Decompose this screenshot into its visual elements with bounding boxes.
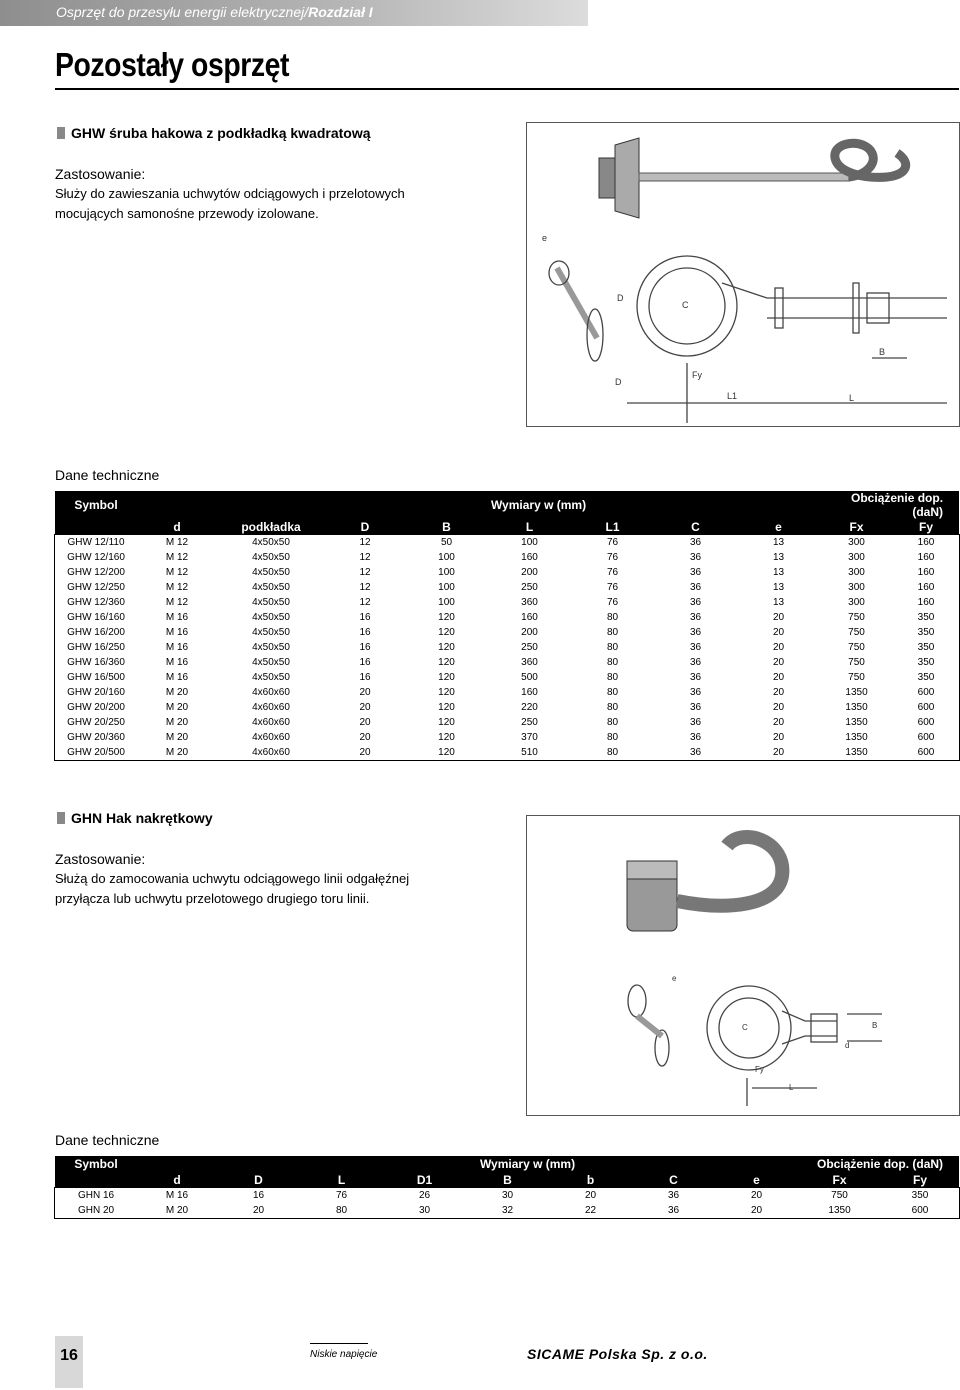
cell-symbol: GHW 12/200 xyxy=(67,567,125,578)
col-header: D xyxy=(217,1172,300,1188)
cell-value: M 20 xyxy=(165,1205,189,1216)
cell-value: 16 xyxy=(252,1190,265,1201)
cell-value: M 12 xyxy=(165,552,189,563)
cell-value: 20 xyxy=(772,657,785,668)
cell-value: 350 xyxy=(917,612,935,623)
col-header: Fx xyxy=(798,1172,881,1188)
cell-value: 76 xyxy=(606,552,619,563)
col-header: L1 xyxy=(571,519,654,535)
cell-value: 360 xyxy=(521,597,538,608)
cell-value: M 20 xyxy=(165,717,189,728)
cell-value: 36 xyxy=(689,747,702,758)
cell-value: 26 xyxy=(418,1190,431,1201)
cell-value: 4x60x60 xyxy=(252,717,290,728)
cell-value: 360 xyxy=(521,657,538,668)
cell-value: 80 xyxy=(606,657,619,668)
cell-value: 160 xyxy=(917,597,935,608)
cell-value: 500 xyxy=(521,672,538,683)
cell-symbol: GHW 16/500 xyxy=(67,672,125,683)
page-title: Pozostały osprzęt xyxy=(55,46,289,83)
cell-value: 20 xyxy=(772,672,785,683)
footer-category: Niskie napięcie xyxy=(310,1349,378,1360)
section1-usage-text: Służy do zawieszania uchwytów odciągowych i przelotowych mocujących samonośne przewody izolowane. xyxy=(55,186,405,221)
cell-value: M 20 xyxy=(165,732,189,743)
cell-value: 160 xyxy=(917,567,935,578)
cell-value: 300 xyxy=(848,567,865,578)
cell-value: 36 xyxy=(689,612,702,623)
col-header: C xyxy=(632,1172,715,1188)
dimension-label: L xyxy=(789,1083,794,1092)
cell-value: 80 xyxy=(606,612,619,623)
cell-value: 20 xyxy=(359,702,371,713)
cell-value: 36 xyxy=(667,1190,680,1201)
table-row xyxy=(55,1188,959,1203)
table-row xyxy=(55,730,959,745)
cell-value: 1350 xyxy=(845,702,868,713)
cell-value: 600 xyxy=(917,717,935,728)
cell-value: 13 xyxy=(772,552,785,563)
cell-value: 1350 xyxy=(828,1205,851,1216)
ghw-photo xyxy=(599,138,906,218)
col-header: Fy xyxy=(893,519,959,535)
cell-value: 36 xyxy=(689,717,702,728)
cell-value: 160 xyxy=(521,612,538,623)
cell-value: M 16 xyxy=(165,612,189,623)
cell-value: 100 xyxy=(438,597,455,608)
cell-value: 16 xyxy=(359,672,371,683)
cell-value: 36 xyxy=(689,627,702,638)
cell-value: 120 xyxy=(438,657,455,668)
cell-value: 4x60x60 xyxy=(252,747,290,758)
cell-value: 36 xyxy=(689,597,702,608)
cell-value: 4x50x50 xyxy=(252,672,290,683)
col-header: Fx xyxy=(820,519,893,535)
col-header: D1 xyxy=(383,1172,466,1188)
ghn-table xyxy=(55,1156,959,1218)
cell-value: 120 xyxy=(438,747,455,758)
cell-symbol: GHW 12/360 xyxy=(67,597,125,608)
cell-value: 80 xyxy=(606,672,619,683)
cell-value: 36 xyxy=(667,1205,680,1216)
dimension-label: e xyxy=(672,974,677,983)
col-dims-group: Wymiary w (mm) xyxy=(137,1156,798,1172)
col-header: B xyxy=(466,1172,549,1188)
ghw-product-image xyxy=(526,122,960,427)
dimension-label: e xyxy=(542,233,548,243)
cell-value: 20 xyxy=(772,747,785,758)
cell-value: 300 xyxy=(848,597,865,608)
col-header: d xyxy=(137,1172,217,1188)
col-header: Fy xyxy=(881,1172,959,1188)
col-header: B xyxy=(405,519,488,535)
cell-symbol: GHW 12/160 xyxy=(67,552,125,563)
cell-value: 4x60x60 xyxy=(252,702,290,713)
cell-value: 750 xyxy=(848,612,865,623)
cell-value: 80 xyxy=(606,732,619,743)
page-number: 16 xyxy=(55,1336,83,1388)
dimension-label: B xyxy=(879,347,886,357)
cell-value: 4x50x50 xyxy=(252,597,290,608)
footer-rule xyxy=(310,1343,368,1344)
cell-value: 120 xyxy=(438,642,455,653)
cell-value: 4x60x60 xyxy=(252,732,290,743)
cell-value: 120 xyxy=(438,627,455,638)
cell-value: 20 xyxy=(772,642,785,653)
dimension-label: L xyxy=(849,393,855,403)
cell-value: 30 xyxy=(501,1190,514,1201)
cell-value: 13 xyxy=(772,567,785,578)
table-row xyxy=(55,550,959,565)
ghw-drawing xyxy=(527,123,959,426)
table-row xyxy=(55,700,959,715)
cell-value: 600 xyxy=(917,702,935,713)
ghw-tech-drawing xyxy=(549,256,947,423)
ghn-product-image xyxy=(526,815,960,1116)
cell-value: 20 xyxy=(772,732,785,743)
cell-value: 350 xyxy=(917,657,935,668)
col-symbol: Symbol xyxy=(55,491,137,519)
cell-value: 750 xyxy=(848,642,865,653)
cell-value: 4x50x50 xyxy=(252,657,290,668)
cell-value: M 16 xyxy=(165,672,189,683)
section-marker xyxy=(57,812,65,824)
cell-value: M 20 xyxy=(165,687,189,698)
cell-symbol: GHW 16/360 xyxy=(67,657,125,668)
table-row xyxy=(55,640,959,655)
cell-value: 350 xyxy=(917,642,935,653)
cell-value: 36 xyxy=(689,702,702,713)
cell-symbol: GHW 20/160 xyxy=(67,687,125,698)
cell-value: 100 xyxy=(521,537,538,548)
cell-value: 300 xyxy=(848,537,865,548)
cell-value: 4x50x50 xyxy=(252,582,290,593)
cell-value: M 12 xyxy=(165,537,189,548)
cell-value: 1350 xyxy=(845,732,868,743)
cell-value: 13 xyxy=(772,597,785,608)
cell-value: 80 xyxy=(606,642,619,653)
cell-value: 120 xyxy=(438,672,455,683)
cell-value: 16 xyxy=(359,657,371,668)
cell-value: 160 xyxy=(917,537,935,548)
cell-value: 160 xyxy=(917,552,935,563)
cell-value: 80 xyxy=(606,717,619,728)
cell-value: 600 xyxy=(917,747,935,758)
cell-value: 16 xyxy=(359,612,371,623)
cell-value: 600 xyxy=(917,687,935,698)
cell-value: 20 xyxy=(772,687,785,698)
cell-value: 600 xyxy=(917,732,935,743)
col-header: L xyxy=(488,519,571,535)
cell-value: 36 xyxy=(689,672,702,683)
cell-value: 100 xyxy=(438,552,455,563)
cell-value: 100 xyxy=(438,582,455,593)
cell-symbol: GHW 20/360 xyxy=(67,732,125,743)
col-symbol: Symbol xyxy=(55,1156,137,1172)
cell-value: 20 xyxy=(252,1205,265,1216)
header-bar xyxy=(0,0,588,26)
dimension-label: Fy xyxy=(692,370,702,380)
section1-usage-label: Zastosowanie: xyxy=(55,166,146,182)
cell-value: M 20 xyxy=(165,702,189,713)
table-row xyxy=(55,610,959,625)
cell-value: 36 xyxy=(689,732,702,743)
col-header: L xyxy=(300,1172,383,1188)
cell-value: 36 xyxy=(689,582,702,593)
cell-value: 220 xyxy=(521,702,538,713)
cell-value: 4x50x50 xyxy=(252,642,290,653)
cell-value: 32 xyxy=(501,1205,514,1216)
footer-company: SICAME Polska Sp. z o.o. xyxy=(527,1346,708,1362)
cell-value: 76 xyxy=(606,567,619,578)
cell-value: 20 xyxy=(750,1190,763,1201)
cell-value: 250 xyxy=(521,717,538,728)
dimension-label: B xyxy=(872,1021,878,1030)
col-header: b xyxy=(549,1172,632,1188)
cell-value: 120 xyxy=(438,687,455,698)
cell-value: 4x50x50 xyxy=(252,537,290,548)
table-row xyxy=(55,655,959,670)
cell-value: 4x50x50 xyxy=(252,627,290,638)
ghw-table-wrap xyxy=(55,491,959,760)
cell-value: 750 xyxy=(848,627,865,638)
cell-value: 160 xyxy=(521,552,538,563)
cell-value: 250 xyxy=(521,582,538,593)
cell-value: 250 xyxy=(521,642,538,653)
cell-symbol: GHN 20 xyxy=(77,1205,115,1216)
cell-value: 200 xyxy=(521,567,538,578)
cell-symbol: GHW 20/500 xyxy=(67,747,125,758)
cell-value: 22 xyxy=(584,1205,597,1216)
cell-value: 12 xyxy=(359,582,371,593)
dimension-label: Fy xyxy=(755,1065,764,1074)
cell-value: 12 xyxy=(359,567,371,578)
table-row xyxy=(55,745,959,760)
table-row xyxy=(55,625,959,640)
ghn-dimension-labels xyxy=(672,974,877,1092)
table-row xyxy=(55,580,959,595)
cell-value: 120 xyxy=(438,732,455,743)
cell-value: 300 xyxy=(848,552,865,563)
cell-value: 160 xyxy=(521,687,538,698)
cell-value: 16 xyxy=(359,642,371,653)
section1-title: GHW śruba hakowa z podkładką kwadratową xyxy=(57,125,371,141)
cell-value: 20 xyxy=(772,717,785,728)
cell-value: 750 xyxy=(848,672,865,683)
cell-value: 100 xyxy=(438,567,455,578)
cell-symbol: GHN 16 xyxy=(77,1190,115,1201)
cell-value: M 16 xyxy=(165,642,189,653)
col-header: d xyxy=(137,519,217,535)
cell-value: 76 xyxy=(606,537,619,548)
ghn-photo xyxy=(627,837,782,931)
cell-symbol: GHW 20/250 xyxy=(67,717,125,728)
cell-symbol: GHW 12/250 xyxy=(67,582,125,593)
title-rule xyxy=(55,88,959,90)
cell-value: 350 xyxy=(911,1190,929,1201)
cell-value: 76 xyxy=(335,1190,348,1201)
ghn-table-wrap xyxy=(55,1156,959,1218)
breadcrumb: Osprzęt do przesyłu energii elektrycznej/Rozdział I xyxy=(56,4,373,20)
cell-value: 120 xyxy=(438,717,455,728)
cell-value: 20 xyxy=(772,612,785,623)
dimension-label: D xyxy=(615,377,622,387)
section2-title: GHN Hak nakrętkowy xyxy=(57,810,213,826)
cell-value: 12 xyxy=(359,537,371,548)
cell-value: 36 xyxy=(689,642,702,653)
cell-value: 12 xyxy=(359,552,371,563)
cell-symbol: GHW 12/110 xyxy=(67,537,125,548)
cell-value: 20 xyxy=(772,702,785,713)
col-header: e xyxy=(737,519,820,535)
cell-value: M 12 xyxy=(165,582,189,593)
cell-value: 1350 xyxy=(845,717,868,728)
cell-value: 20 xyxy=(359,732,371,743)
dimension-label: L1 xyxy=(727,391,738,401)
cell-value: 13 xyxy=(772,537,785,548)
cell-value: 1350 xyxy=(845,687,868,698)
section-marker xyxy=(57,127,65,139)
cell-symbol: GHW 16/160 xyxy=(67,612,125,623)
cell-value: 20 xyxy=(359,747,371,758)
cell-value: M 12 xyxy=(165,567,189,578)
cell-value: 50 xyxy=(440,537,453,548)
table-row xyxy=(55,535,959,550)
cell-value: 20 xyxy=(359,717,371,728)
ghw-table xyxy=(55,491,959,760)
cell-value: 12 xyxy=(359,597,371,608)
cell-value: 4x50x50 xyxy=(252,552,290,563)
cell-value: M 20 xyxy=(165,747,189,758)
dimension-label: d xyxy=(845,1041,850,1050)
cell-value: 36 xyxy=(689,567,702,578)
cell-value: 350 xyxy=(917,627,935,638)
breadcrumb-section: Rozdział I xyxy=(308,4,373,20)
cell-value: 76 xyxy=(606,597,619,608)
cell-value: 80 xyxy=(606,627,619,638)
col-load-group: Obciążenie dop. (daN) xyxy=(798,1156,959,1172)
cell-value: 600 xyxy=(911,1205,929,1216)
cell-value: 4x50x50 xyxy=(252,567,290,578)
cell-value: 750 xyxy=(831,1190,848,1201)
cell-value: 80 xyxy=(606,702,619,713)
cell-value: 120 xyxy=(438,702,455,713)
cell-value: 1350 xyxy=(845,747,868,758)
dimension-label: C xyxy=(742,1023,748,1032)
cell-value: 300 xyxy=(848,582,865,593)
cell-value: 36 xyxy=(689,537,702,548)
cell-value: 160 xyxy=(917,582,935,593)
col-dims-group: Wymiary w (mm) xyxy=(137,491,820,519)
cell-value: 370 xyxy=(521,732,538,743)
cell-value: 750 xyxy=(848,657,865,668)
cell-value: 80 xyxy=(606,747,619,758)
section2-usage-label: Zastosowanie: xyxy=(55,851,146,867)
cell-value: 200 xyxy=(521,627,538,638)
cell-value: 36 xyxy=(689,687,702,698)
section2-usage-text: Służą do zamocowania uchwytu odciągowego linii odgałęźnej przyłącza lub uchwytu przelotowego drugiego toru linii. xyxy=(55,871,410,906)
cell-symbol: GHW 16/250 xyxy=(67,642,125,653)
col-header: podkładka xyxy=(217,519,325,535)
cell-value: M 16 xyxy=(165,657,189,668)
cell-value: 20 xyxy=(584,1190,597,1201)
dimension-label: D xyxy=(617,293,624,303)
table-row xyxy=(55,715,959,730)
section1-tech-label: Dane techniczne xyxy=(55,467,160,483)
cell-value: 36 xyxy=(689,657,702,668)
col-header: C xyxy=(654,519,737,535)
section2-tech-label: Dane techniczne xyxy=(55,1132,160,1148)
cell-symbol: GHW 16/200 xyxy=(67,627,125,638)
cell-value: M 16 xyxy=(165,627,189,638)
table-row xyxy=(55,1203,959,1218)
cell-value: 30 xyxy=(418,1205,431,1216)
cell-value: 36 xyxy=(689,552,702,563)
table-row xyxy=(55,565,959,580)
cell-value: 20 xyxy=(772,627,785,638)
cell-value: 20 xyxy=(359,687,371,698)
cell-value: 120 xyxy=(438,612,455,623)
cell-symbol: GHW 20/200 xyxy=(67,702,125,713)
table-row xyxy=(55,595,959,610)
cell-value: 80 xyxy=(606,687,619,698)
cell-value: 20 xyxy=(750,1205,763,1216)
cell-value: 80 xyxy=(335,1205,348,1216)
cell-value: 13 xyxy=(772,582,785,593)
cell-value: 510 xyxy=(521,747,538,758)
ghn-tech-drawing xyxy=(628,985,882,1106)
ghn-drawing xyxy=(527,816,959,1115)
cell-value: 16 xyxy=(359,627,371,638)
col-load-group: Obciążenie dop. (daN) xyxy=(820,491,959,519)
cell-value: 76 xyxy=(606,582,619,593)
cell-value: M 12 xyxy=(165,597,189,608)
cell-value: M 16 xyxy=(165,1190,189,1201)
table-row xyxy=(55,685,959,700)
cell-value: 4x60x60 xyxy=(252,687,290,698)
dimension-label: C xyxy=(682,300,689,310)
cell-value: 350 xyxy=(917,672,935,683)
col-header: D xyxy=(325,519,405,535)
cell-value: 4x50x50 xyxy=(252,612,290,623)
table-row xyxy=(55,670,959,685)
col-header: e xyxy=(715,1172,798,1188)
